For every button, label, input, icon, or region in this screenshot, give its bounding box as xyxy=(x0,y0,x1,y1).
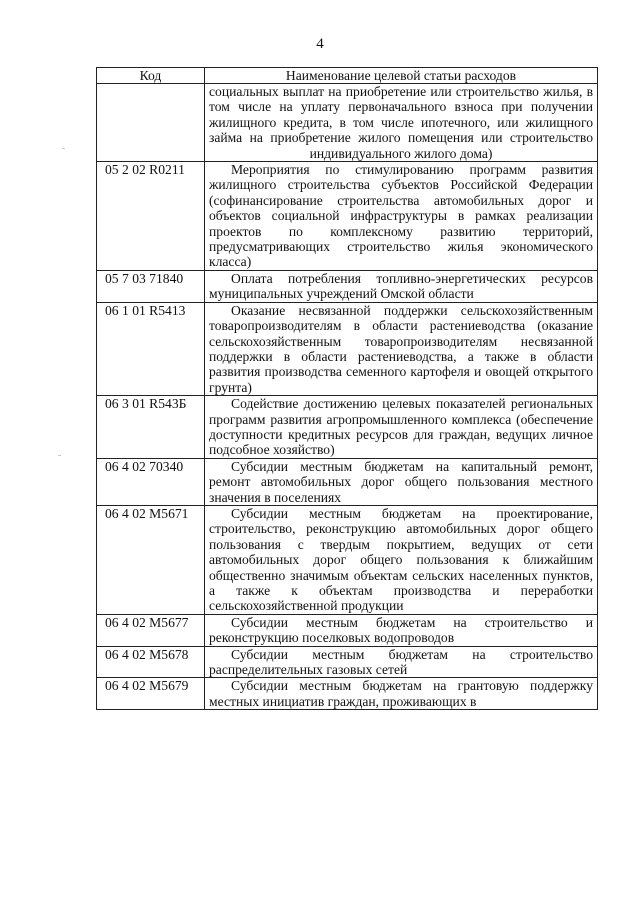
table-row xyxy=(97,396,598,459)
code-cell: 06 1 01 R5413 xyxy=(97,302,205,395)
name-cell xyxy=(205,458,598,505)
name-cell xyxy=(205,270,598,302)
table-row xyxy=(97,646,598,678)
page-number: 4 xyxy=(316,36,324,52)
expense-name: Субсидии местным бюджетам на капитальный ремонт, ремонт автомобильных дорог общего пользования местного значения в поселениях xyxy=(209,458,593,505)
code-cell: 06 3 01 R543Б xyxy=(97,396,205,459)
table-header-row xyxy=(97,68,598,84)
expense-name: Субсидии местным бюджетам на строительство распределительных газовых сетей xyxy=(209,646,593,678)
expense-name: Субсидии местным бюджетам на строительство и реконструкцию поселковых водопроводов xyxy=(209,614,593,646)
code-cell: 05 7 03 71840 xyxy=(97,270,205,302)
table-row xyxy=(97,678,598,710)
table-row xyxy=(97,614,598,646)
table-row xyxy=(97,84,598,162)
column-header-name: Наименование целевой статьи расходов xyxy=(205,68,598,84)
name-cell xyxy=(205,614,598,646)
table-row xyxy=(97,270,598,302)
code-cell xyxy=(97,84,205,162)
expense-name: Субсидии местным бюджетам на проектирование, строительство, реконструкцию автомобильных дорог общего пользования с твердым покрытием, ведущих от сети автомобильных дорог общего пользования к ближайшим общественно значимым объектам сельских населенных пунктов, а также к объектам производства и переработки сельскохозяйственной продукции xyxy=(209,505,593,614)
name-cell xyxy=(205,646,598,678)
code-cell: 06 4 02 M5678 xyxy=(97,646,205,678)
expense-name: Оказание несвязанной поддержки сельскохозяйственным товаропроизводителям в области растениеводства (оказание сельскохозяйственным товаропроизводителям несвязанной поддержки в области растениеводства, а также в области развития производства семенного картофеля и овощей открытого грунта) xyxy=(209,302,593,395)
table-row xyxy=(97,458,598,505)
expense-name: Мероприятия по стимулированию программ развития жилищного строительства субъектов Российской Федерации (софинансирование строительства автомобильных дорог и объектов социальной инфраструктуры в рамках реализации проектов по комплексному развитию территорий, предусматривающих строительство жилья экономического класса) xyxy=(209,162,593,270)
name-cell xyxy=(205,302,598,395)
scan-speck xyxy=(62,148,65,149)
name-cell xyxy=(205,678,598,710)
budget-code-table xyxy=(96,67,598,710)
code-cell: 06 4 02 M5679 xyxy=(97,678,205,710)
table-row xyxy=(97,302,598,395)
expense-name: социальных выплат на приобретение или строительство жилья, в том числе на уплату первоначального взноса при получении жилищного кредита, в том числе ипотечного, или жилищного займа на приобретение жилого помещения или строительство индивидуального жилого дома) xyxy=(209,84,593,161)
code-cell: 06 4 02 M5671 xyxy=(97,505,205,614)
expense-name: Субсидии местным бюджетам на грантовую поддержку местных инициатив граждан, проживающих в xyxy=(209,678,593,709)
name-cell xyxy=(205,84,598,162)
name-cell xyxy=(205,505,598,614)
code-cell: 06 4 02 M5677 xyxy=(97,614,205,646)
name-cell xyxy=(205,396,598,459)
table-row xyxy=(97,162,598,271)
table-row xyxy=(97,505,598,614)
code-cell: 05 2 02 R0211 xyxy=(97,162,205,271)
name-cell xyxy=(205,162,598,271)
expense-name: Оплата потребления топливно-энергетических ресурсов муниципальных учреждений Омской области xyxy=(209,270,593,302)
expense-name: Содействие достижению целевых показателей региональных программ развития агропромышленного комплекса (обеспечение доступности кредитных ресурсов для граждан, ведущих личное подсобное хозяйство) xyxy=(209,396,593,458)
code-cell: 06 4 02 70340 xyxy=(97,458,205,505)
scan-speck xyxy=(58,455,61,456)
column-header-code: Код xyxy=(97,68,205,84)
